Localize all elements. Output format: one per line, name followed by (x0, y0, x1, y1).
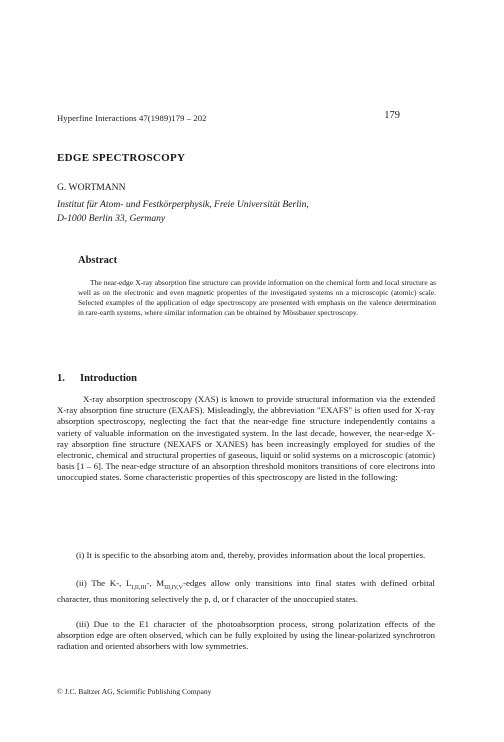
running-head: Hyperfine Interactions 47(1989)179 – 202 (57, 113, 207, 123)
page-number: 179 (384, 110, 400, 121)
section-title: Introduction (80, 373, 137, 384)
item-ii-rest: -edges allow only transitions into final states with defined orbital character, thus monitoring selectively the p, d, or f character of the unoccupied states. (57, 578, 435, 604)
author-name: G. WORTMANN (57, 182, 126, 193)
item-ii-prefix: (ii) The K-, L (76, 578, 132, 588)
intro-paragraph: X-ray absorption spectroscopy (XAS) is known to provide structural information via the extended X-ray absorption fine structure (EXAFS). Misleadingly, the abbreviation "EXAFS" is often used for X-ray absorption spectroscopy, neglecting the fact that the near-edge fine structure independently contains a variety of valuable information on the investigated system. In the last decade, however, the near-edge X-ray absorption fine structure (NEXAFS or XANES) has been increasingly employed for studies of the electronic, chemical and structural properties of gaseous, liquid or solid systems on a microscopic (atomic) basis [1 – 6]. The near-edge structure of an absorption threshold monitors transitions of core electrons into unoccupied states. Some characteristic properties of this spectroscopy are listed in the following: (57, 394, 435, 483)
item-ii-subscript-m: III,IV,V (164, 584, 184, 591)
item-ii-subscript-l: I,II,III (131, 584, 147, 591)
affiliation-line-1: Institut für Atom- und Festkörperphysik, Freie Universität Berlin, (57, 199, 309, 210)
list-item-ii (57, 578, 435, 605)
article-title: EDGE SPECTROSCOPY (57, 152, 186, 164)
item-ii-mid: -, M (146, 578, 165, 588)
affiliation-line-2: D-1000 Berlin 33, Germany (57, 213, 166, 224)
abstract-heading: Abstract (78, 255, 118, 266)
list-item-i: (i) It is specific to the absorbing atom and, thereby, provides information about the local properties. (76, 550, 426, 560)
abstract-text: The near-edge X-ray absorption fine structure can provide information on the chemical form and local structure as well as on the electronic and even magnetic properties of the investigated systems on a microscopic (atomic) scale. Selected examples of the application of edge spectroscopy are presented with emphasis on the valence determination in rare-earth systems, where similar information can be obtained by Mössbauer spectroscopy. (78, 278, 436, 318)
section-number: 1. (57, 373, 65, 384)
list-item-iii: (iii) Due to the E1 character of the photoabsorption process, strong polarization effects of the absorption edge are often observed, which can be fully exploited by using the linear-polarized synchrotron radiation and oriented absorbers with low symmetries. (57, 619, 435, 652)
author-affiliation (57, 198, 357, 226)
copyright-footer: © J.C. Baltzer AG, Scientific Publishing Company (57, 687, 212, 696)
